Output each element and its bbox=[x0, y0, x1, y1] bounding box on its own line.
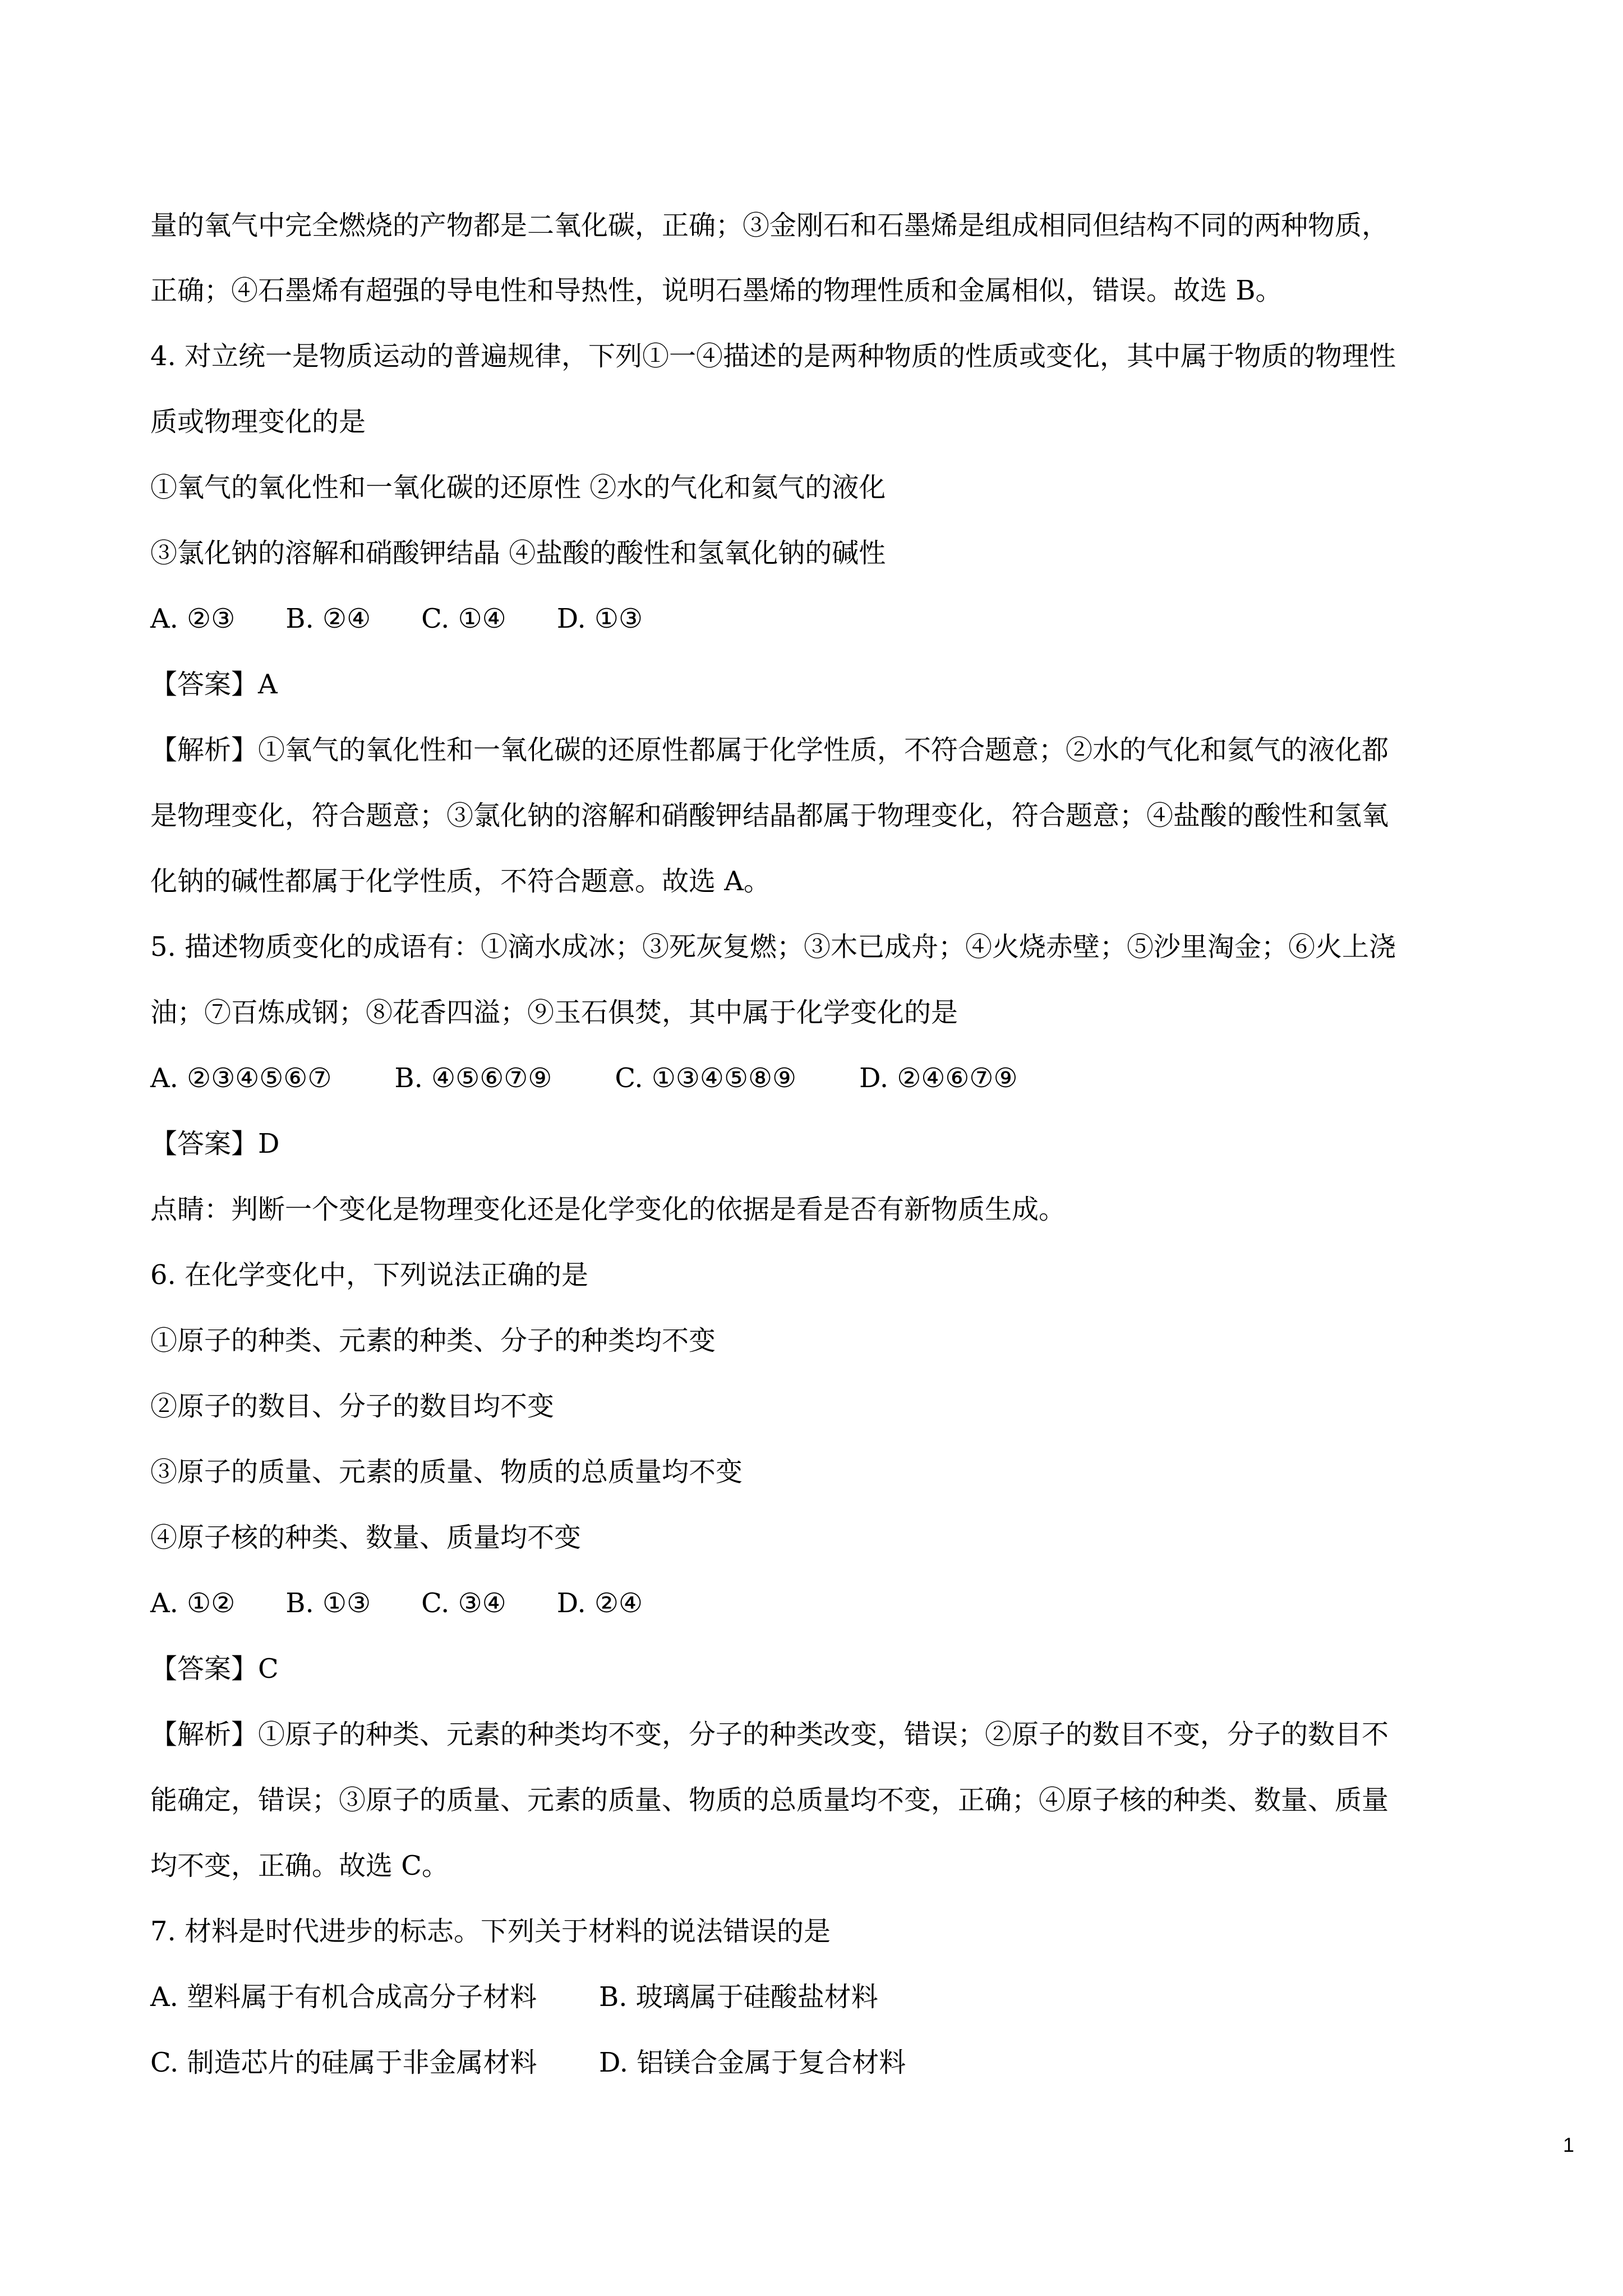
question-5-stem: 5. 描述物质变化的成语有：①滴水成冰；③死灰复燃；③木已成舟；④火烧赤壁；⑤沙里淘金；⑥火上浇 bbox=[150, 931, 1396, 963]
paragraph-line: 正确；④石墨烯有超强的导电性和导热性，说明石墨烯的物理性质和金属相似，错误。故选 B。 bbox=[150, 275, 1283, 306]
question-6-stem: 6. 在化学变化中，下列说法正确的是 bbox=[150, 1259, 589, 1291]
option-a: A. ②③ bbox=[150, 603, 236, 634]
question-4-item: ①氧气的氧化性和一氧化碳的还原性 ②水的气化和氦气的液化 bbox=[150, 472, 886, 503]
option-b: B. ④⑤⑥⑦⑨ bbox=[394, 1062, 552, 1094]
question-5-options bbox=[150, 1060, 1018, 1096]
question-4-stem: 4. 对立统一是物质运动的普遍规律，下列①一④描述的是两种物质的性质或变化，其中属于物质的物理性 bbox=[150, 341, 1396, 372]
option-d: D. ②④⑥⑦⑨ bbox=[859, 1062, 1018, 1094]
question-7-options-row-1 bbox=[150, 1979, 878, 2015]
analysis-line: 【解析】①原子的种类、元素的种类均不变，分子的种类改变，错误；②原子的数目不变，分子的数目不 bbox=[150, 1719, 1389, 1750]
question-5-stem: 油；⑦百炼成钢；⑧花香四溢；⑨玉石俱焚，其中属于化学变化的是 bbox=[150, 997, 958, 1028]
option-d: D. ①③ bbox=[556, 603, 643, 634]
option-d: D. ②④ bbox=[556, 1588, 643, 1619]
option-d: D. 铝镁合金属于复合材料 bbox=[599, 2047, 906, 2078]
analysis-line: 化钠的碱性都属于化学性质，不符合题意。故选 A。 bbox=[150, 866, 771, 897]
analysis-line: 【解析】①氧气的氧化性和一氧化碳的还原性都属于化学性质，不符合题意；②水的气化和氦气的液化都 bbox=[150, 734, 1389, 766]
answer-label: 【答案】A bbox=[150, 669, 278, 700]
answer-label: 【答案】C bbox=[150, 1653, 279, 1685]
question-7-stem: 7. 材料是时代进步的标志。下列关于材料的说法错误的是 bbox=[150, 1916, 831, 1947]
option-a: A. ②③④⑤⑥⑦ bbox=[150, 1062, 332, 1094]
note-line: 点睛：判断一个变化是物理变化还是化学变化的依据是看是否有新物质生成。 bbox=[150, 1194, 1066, 1225]
question-7-options-row-2 bbox=[150, 2045, 906, 2081]
question-4-item: ③氯化钠的溶解和硝酸钾结晶 ④盐酸的酸性和氢氧化钠的碱性 bbox=[150, 537, 886, 569]
option-b: B. ②④ bbox=[285, 603, 371, 634]
question-6-item: ②原子的数目、分子的数目均不变 bbox=[150, 1391, 555, 1422]
answer-label: 【答案】D bbox=[150, 1128, 280, 1159]
question-6-item: ①原子的种类、元素的种类、分子的种类均不变 bbox=[150, 1325, 716, 1356]
page-number: 1 bbox=[1563, 2133, 1575, 2156]
option-c: C. 制造芯片的硅属于非金属材料 bbox=[150, 2047, 537, 2078]
analysis-line: 是物理变化，符合题意；③氯化钠的溶解和硝酸钾结晶都属于物理变化，符合题意；④盐酸的酸性和氢氧 bbox=[150, 800, 1389, 831]
question-4-options bbox=[150, 601, 643, 637]
analysis-line: 能确定，错误；③原子的质量、元素的质量、物质的总质量均不变，正确；④原子核的种类、数量、质量 bbox=[150, 1784, 1389, 1816]
question-4-stem: 质或物理变化的是 bbox=[150, 406, 366, 438]
question-6-item: ③原子的质量、元素的质量、物质的总质量均不变 bbox=[150, 1456, 743, 1488]
option-a: A. 塑料属于有机合成高分子材料 bbox=[150, 1981, 537, 2013]
option-a: A. ①② bbox=[150, 1588, 236, 1619]
option-c: C. ①④ bbox=[421, 603, 506, 634]
option-c: C. ①③④⑤⑧⑨ bbox=[615, 1062, 797, 1094]
option-b: B. ①③ bbox=[285, 1588, 371, 1619]
analysis-line: 均不变，正确。故选 C。 bbox=[150, 1850, 449, 1881]
option-c: C. ③④ bbox=[421, 1588, 506, 1619]
paragraph-line: 量的氧气中完全燃烧的产物都是二氧化碳，正确；③金刚石和石墨烯是组成相同但结构不同的两种物质， bbox=[150, 210, 1389, 241]
option-b: B. 玻璃属于硅酸盐材料 bbox=[599, 1981, 878, 2013]
question-6-options bbox=[150, 1585, 643, 1621]
question-6-item: ④原子核的种类、数量、质量均不变 bbox=[150, 1522, 582, 1553]
